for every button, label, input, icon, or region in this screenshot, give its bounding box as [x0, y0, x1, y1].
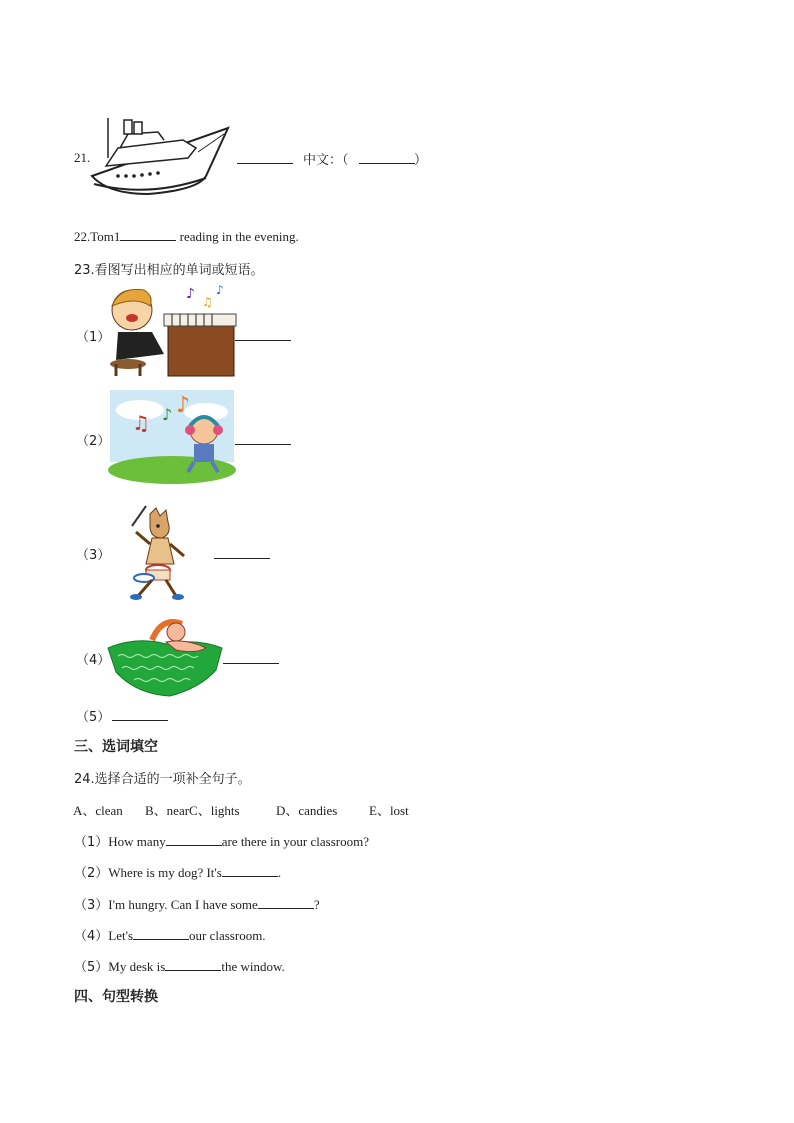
q21-number: 21. — [74, 150, 91, 165]
q24-sentence-1-number: （1） — [74, 835, 109, 850]
q24-sentence-4-before: Let's — [108, 928, 134, 943]
girl-listening-music-illustration — [110, 390, 234, 480]
q23-item-2-blank[interactable] — [235, 432, 291, 445]
q23-item-5-line — [76, 706, 168, 725]
q23-item-2-number: （2） — [76, 434, 111, 449]
q24-sentence-3 — [74, 894, 320, 913]
q24-option-e: E、lost — [369, 803, 409, 818]
q23-item-5-number: （5） — [76, 710, 111, 725]
q23-item-4-blank[interactable] — [223, 651, 279, 664]
q24-sentence-1-blank[interactable] — [166, 833, 222, 846]
q24-sentence-2-blank[interactable] — [222, 864, 278, 877]
q24-option-a: A、clean — [73, 803, 123, 818]
q24-sentence-5-after: the window. — [221, 959, 285, 974]
q24-sentence-5-number: （5） — [74, 960, 109, 975]
q24-sentence-1-before: How many — [108, 834, 166, 849]
q24-sentence-5-blank[interactable] — [165, 958, 221, 971]
svg-text:♪: ♪ — [216, 283, 224, 297]
q24-sentence-2-before: Where is my dog? It's — [108, 865, 222, 880]
section-3-heading: 三、选词填空 — [74, 739, 158, 755]
q21-chinese-label: 中文：（ — [303, 153, 349, 168]
q22-line — [74, 228, 299, 245]
q24-sentence-5 — [74, 956, 285, 975]
q24-sentence-3-after: ? — [313, 897, 320, 912]
dog-playing-drums-illustration — [128, 504, 192, 600]
q23-item-4-number: （4） — [76, 653, 111, 668]
q23-item-5-blank[interactable] — [112, 708, 168, 721]
boy-playing-piano-illustration — [106, 284, 236, 380]
svg-text:♪: ♪ — [176, 393, 191, 418]
svg-text:♪: ♪ — [186, 286, 195, 302]
q24-option-b-c: B、nearC、lights — [145, 803, 240, 818]
q24-sentence-3-number: （3） — [74, 898, 109, 913]
q24-option-d: D、candies — [276, 803, 338, 818]
q21-chinese-blank[interactable] — [359, 151, 415, 164]
q24-sentence-1 — [74, 831, 369, 850]
q24-sentence-3-before: I'm hungry. Can I have some — [108, 897, 258, 912]
q23-item-1-blank[interactable] — [235, 328, 291, 341]
girl-swimming-illustration — [106, 614, 224, 698]
svg-text:♫: ♫ — [132, 411, 150, 435]
q23-item-3-blank[interactable] — [214, 546, 270, 559]
q22-blank[interactable] — [120, 228, 176, 241]
q24-sentence-4 — [74, 925, 266, 944]
q24-sentence-2-number: （2） — [74, 866, 109, 881]
q23-item-1-number: （1） — [76, 330, 111, 345]
q23-title: 23.看图写出相应的单词或短语。 — [74, 263, 264, 278]
q24-title: 24.选择合适的一项补全句子。 — [74, 772, 251, 787]
q21-close-paren: ） — [414, 153, 428, 168]
q24-sentence-2 — [74, 862, 281, 881]
q23-item-3-number: （3） — [76, 548, 111, 563]
q24-sentence-4-after: our classroom. — [189, 928, 266, 943]
q22-prefix: 22.Tom1 — [74, 229, 121, 244]
ship-illustration — [88, 118, 233, 200]
q22-suffix: reading in the evening. — [176, 229, 299, 244]
q24-sentence-4-blank[interactable] — [133, 927, 189, 940]
svg-text:♫: ♫ — [202, 295, 213, 309]
svg-text:♪: ♪ — [162, 405, 173, 424]
q24-sentence-2-after: . — [277, 865, 282, 880]
q21-answer-blank[interactable] — [237, 151, 293, 164]
q24-sentence-3-blank[interactable] — [258, 896, 314, 909]
q24-sentence-1-after: are there in your classroom? — [221, 834, 369, 849]
q24-sentence-5-before: My desk is — [108, 959, 166, 974]
section-4-heading: 四、句型转换 — [74, 989, 158, 1005]
q24-sentence-4-number: （4） — [74, 929, 109, 944]
